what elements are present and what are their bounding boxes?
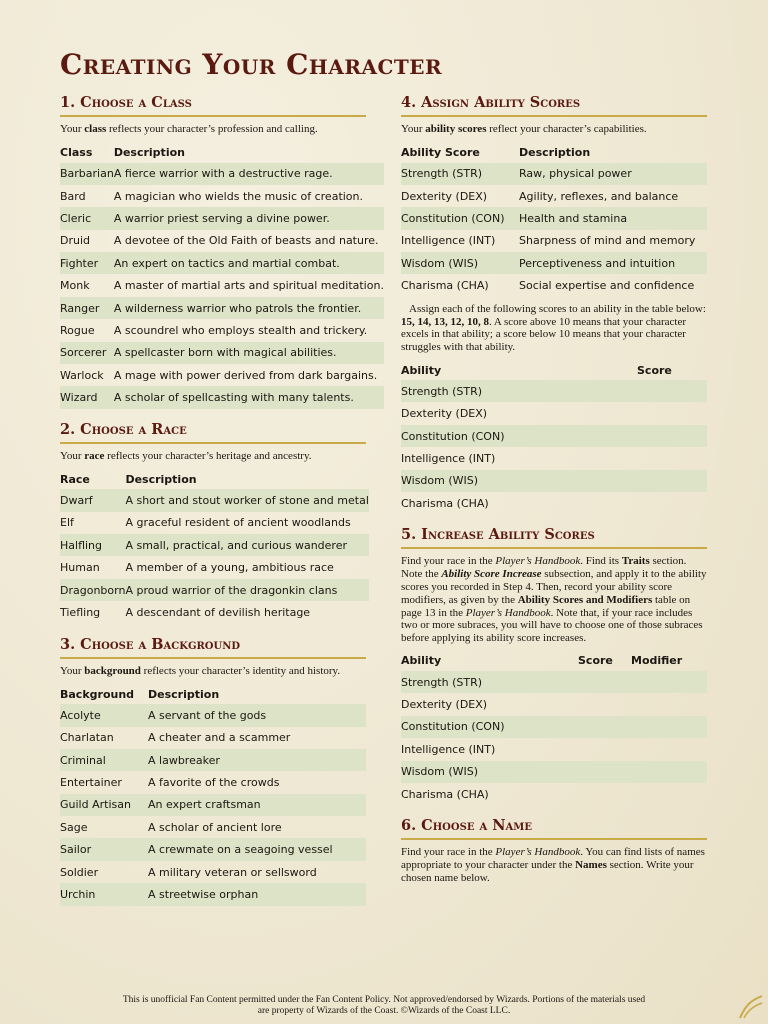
row-description: A favorite of the crowds xyxy=(148,776,280,789)
row-label: Ranger xyxy=(60,297,114,319)
row-description: A proud warrior of the dragonkin clans xyxy=(125,579,368,601)
row-description: Social expertise and confidence xyxy=(519,279,695,293)
score-col-header: Score xyxy=(578,654,613,668)
row-description: Agility, reflexes, and balance xyxy=(519,189,679,203)
score-row xyxy=(401,447,707,469)
class-heading: 1. Choose a Class xyxy=(60,94,366,117)
blank-entry-cell xyxy=(578,738,631,760)
class-row xyxy=(60,297,384,319)
row-description: An expert craftsman xyxy=(148,794,366,816)
row-label: Wizard xyxy=(60,386,114,408)
row-label: Strength (STR) xyxy=(401,671,578,693)
row-description: Sharpness of mind and memory xyxy=(519,234,696,248)
row-label: Rogue xyxy=(60,323,95,337)
background-heading: 3. Choose a Background xyxy=(60,636,366,659)
blank-entry-cell xyxy=(578,693,631,715)
score-table xyxy=(401,360,707,514)
right-column xyxy=(401,94,707,891)
background-row xyxy=(60,794,366,816)
class-intro: Your class reflects your character’s profession and calling. xyxy=(60,123,318,135)
blank-entry-cell xyxy=(578,761,631,783)
row-label: Dexterity (DEX) xyxy=(401,407,488,421)
modifier-row xyxy=(401,761,707,783)
assign-instructions: Assign each of the following scores to an ability in the table below: 15, 14, 13, 12, 10, 8. A score above 10 means that your character excels in that ability; a score below 10 means that your character struggles with that ability. xyxy=(401,302,706,354)
description-col-header: Description xyxy=(519,146,591,159)
row-description: A scholar of ancient lore xyxy=(148,820,282,834)
row-label: Wisdom (WIS) xyxy=(401,252,519,274)
blank-entry-cell xyxy=(631,693,707,715)
row-label: Dwarf xyxy=(60,489,125,511)
race-row xyxy=(60,489,369,511)
blank-entry-cell xyxy=(631,761,707,783)
row-description: A scholar of spellcasting with many talents. xyxy=(114,386,384,408)
page-title: Creating Your Character xyxy=(60,48,443,81)
row-label: Bard xyxy=(60,189,86,203)
description-col-header: Description xyxy=(125,472,197,486)
row-label: Sailor xyxy=(60,838,148,860)
footer-line-2: are property of Wizards of the Coast. ©Wizards of the Coast LLC. xyxy=(257,1006,511,1016)
row-label: Druid xyxy=(60,234,91,248)
blank-entry-cell xyxy=(637,402,707,424)
modifier-table xyxy=(401,651,707,805)
ability-intro: Your ability scores reflect your character’s capabilities. xyxy=(401,123,647,135)
class-row xyxy=(60,252,384,274)
row-label: Urchin xyxy=(60,883,148,905)
row-description: Raw, physical power xyxy=(519,163,707,185)
ability-col-header: Ability xyxy=(401,363,442,377)
row-label: Barbarian xyxy=(60,163,114,185)
background-row xyxy=(60,771,366,793)
row-description: A graceful resident of ancient woodlands xyxy=(125,516,351,530)
row-label: Dragonborn xyxy=(60,579,125,601)
modifier-row xyxy=(401,693,707,715)
row-description: A master of martial arts and spiritual meditation. xyxy=(113,279,384,293)
background-row xyxy=(60,861,366,883)
footer-legal xyxy=(40,995,728,1017)
ability-row xyxy=(401,207,707,229)
class-row xyxy=(60,386,384,408)
row-label: Cleric xyxy=(60,207,114,229)
modifier-col-header: Modifier xyxy=(631,654,683,668)
row-description: A servant of the gods xyxy=(148,704,366,726)
row-label: Fighter xyxy=(60,252,114,274)
blank-entry-cell xyxy=(631,671,707,693)
blank-entry-cell xyxy=(578,783,631,805)
row-description: A descendant of devilish heritage xyxy=(125,605,311,619)
background-col-header: Background xyxy=(60,687,135,701)
row-label: Tiefling xyxy=(60,605,101,619)
race-row xyxy=(60,579,369,601)
background-row xyxy=(60,883,366,905)
blank-entry-cell xyxy=(637,492,707,514)
modifier-row xyxy=(401,671,707,693)
row-label: Charisma (CHA) xyxy=(401,496,489,510)
description-col-header: Description xyxy=(148,687,220,701)
row-label: Constitution (CON) xyxy=(401,716,578,738)
row-label: Warlock xyxy=(60,368,104,382)
class-row xyxy=(60,319,384,341)
blank-entry-cell xyxy=(631,716,707,738)
row-description: A warrior priest serving a divine power. xyxy=(114,207,384,229)
row-description: A short and stout worker of stone and metal xyxy=(125,489,368,511)
row-description: A member of a young, ambitious race xyxy=(125,561,334,575)
row-description: A military veteran or sellsword xyxy=(148,865,317,879)
race-intro: Your race reflects your character’s heritage and ancestry. xyxy=(60,449,312,462)
row-description: A magician who wields the music of creation. xyxy=(113,189,364,203)
background-row xyxy=(60,838,366,860)
class-row xyxy=(60,274,384,296)
row-label: Intelligence (INT) xyxy=(401,742,496,756)
blank-entry-cell xyxy=(637,470,707,492)
score-row xyxy=(401,470,707,492)
row-label: Criminal xyxy=(60,749,148,771)
row-label: Guild Artisan xyxy=(60,794,148,816)
ability-row xyxy=(401,252,707,274)
race-row xyxy=(60,534,369,556)
class-row xyxy=(60,342,384,364)
ability-row xyxy=(401,230,707,252)
row-description: A wilderness warrior who patrols the frontier. xyxy=(114,297,384,319)
row-label: Human xyxy=(60,561,100,575)
class-row xyxy=(60,163,384,185)
row-label: Charisma (CHA) xyxy=(401,279,489,293)
row-label: Dexterity (DEX) xyxy=(401,698,488,712)
score-row xyxy=(401,492,707,514)
increase-instructions: Find your race in the Player’s Handbook. Find its Traits section. Note the Ability Score Increase subsection, and apply it to the ability scores you recorded in Step 4. Then, record your ability score modifiers, as given by the Ability Scores and Modifiers table on page 13 in the Player’s Handbook. Note that, if your race includes two or more subraces, you will have to choose one of those subraces before applying its ability score increases. xyxy=(401,555,707,645)
race-row xyxy=(60,601,369,623)
row-description: A streetwise orphan xyxy=(148,883,366,905)
modifier-row xyxy=(401,783,707,805)
class-table xyxy=(60,143,384,409)
row-label: Acolyte xyxy=(60,704,148,726)
increase-heading: 5. Increase Ability Scores xyxy=(401,526,707,549)
footer-line-1: This is unofficial Fan Content permitted under the Fan Content Policy. Not approved/endorsed by Wizards. Portions of the materials used xyxy=(122,995,646,1005)
score-col-header: Score xyxy=(637,363,672,377)
row-description: A lawbreaker xyxy=(148,749,366,771)
row-label: Sage xyxy=(60,820,88,834)
race-row xyxy=(60,512,369,534)
blank-entry-cell xyxy=(631,783,707,805)
row-description: A small, practical, and curious wanderer xyxy=(125,534,368,556)
row-label: Halfling xyxy=(60,534,125,556)
name-instructions: Find your race in the Player’s Handbook. You can find lists of names appropriate to your character under the Names section. Write your chosen name below. xyxy=(401,846,705,884)
row-label: Intelligence (INT) xyxy=(401,451,496,465)
row-label: Strength (STR) xyxy=(401,380,637,402)
row-description: Perceptiveness and intuition xyxy=(519,252,707,274)
name-heading: 6. Choose a Name xyxy=(401,817,707,840)
score-row xyxy=(401,380,707,402)
class-row xyxy=(60,230,384,252)
race-row xyxy=(60,556,369,578)
row-label: Constitution (CON) xyxy=(401,425,637,447)
blank-entry-cell xyxy=(637,447,707,469)
class-row xyxy=(60,185,384,207)
blank-entry-cell xyxy=(578,716,631,738)
score-row xyxy=(401,425,707,447)
row-description: A devotee of the Old Faith of beasts and nature. xyxy=(113,234,379,248)
row-label: Entertainer xyxy=(60,776,122,789)
blank-entry-cell xyxy=(637,425,707,447)
race-table xyxy=(60,469,369,623)
corner-flourish-icon xyxy=(738,994,764,1020)
row-label: Constitution (CON) xyxy=(401,207,519,229)
race-heading: 2. Choose a Race xyxy=(60,421,366,444)
blank-entry-cell xyxy=(578,671,631,693)
blank-entry-cell xyxy=(637,380,707,402)
row-description: An expert on tactics and martial combat. xyxy=(114,252,384,274)
ability-row xyxy=(401,185,707,207)
left-column xyxy=(60,94,384,906)
background-row xyxy=(60,727,366,749)
ability-row xyxy=(401,163,707,185)
background-table xyxy=(60,684,366,906)
row-description: A cheater and a scammer xyxy=(148,731,291,745)
modifier-row xyxy=(401,716,707,738)
row-label: Wisdom (WIS) xyxy=(401,470,637,492)
modifier-row xyxy=(401,738,707,760)
background-intro: Your background reflects your character’s identity and history. xyxy=(60,664,341,677)
row-label: Dexterity (DEX) xyxy=(401,189,488,203)
blank-entry-cell xyxy=(631,738,707,760)
row-label: Charisma (CHA) xyxy=(401,787,489,801)
background-row xyxy=(60,816,366,838)
background-row xyxy=(60,749,366,771)
row-description: A scoundrel who employs stealth and trickery. xyxy=(113,323,368,337)
ability-col-header: Ability xyxy=(401,654,442,668)
row-description: A mage with power derived from dark bargains. xyxy=(113,368,378,382)
class-row xyxy=(60,364,384,386)
row-description: Health and stamina xyxy=(519,207,707,229)
row-label: Elf xyxy=(60,516,74,530)
background-row xyxy=(60,704,366,726)
row-description: A crewmate on a seagoing vessel xyxy=(148,838,366,860)
row-label: Wisdom (WIS) xyxy=(401,761,578,783)
row-label: Sorcerer xyxy=(60,342,114,364)
row-label: Monk xyxy=(60,279,90,293)
description-col-header: Description xyxy=(113,146,185,159)
row-description: A spellcaster born with magical abilities. xyxy=(114,342,384,364)
row-label: Intelligence (INT) xyxy=(401,234,496,248)
row-description: A fierce warrior with a destructive rage. xyxy=(114,163,384,185)
row-label: Charlatan xyxy=(60,731,114,745)
ability-row xyxy=(401,274,707,296)
row-label: Strength (STR) xyxy=(401,163,519,185)
race-col-header: Race xyxy=(60,472,90,486)
class-row xyxy=(60,207,384,229)
ability-heading: 4. Assign Ability Scores xyxy=(401,94,707,117)
row-label: Soldier xyxy=(60,865,99,879)
ability-score-col-header: Ability Score xyxy=(401,146,480,159)
class-col-header: Class xyxy=(60,146,93,159)
score-row xyxy=(401,402,707,424)
ability-table xyxy=(401,143,707,297)
